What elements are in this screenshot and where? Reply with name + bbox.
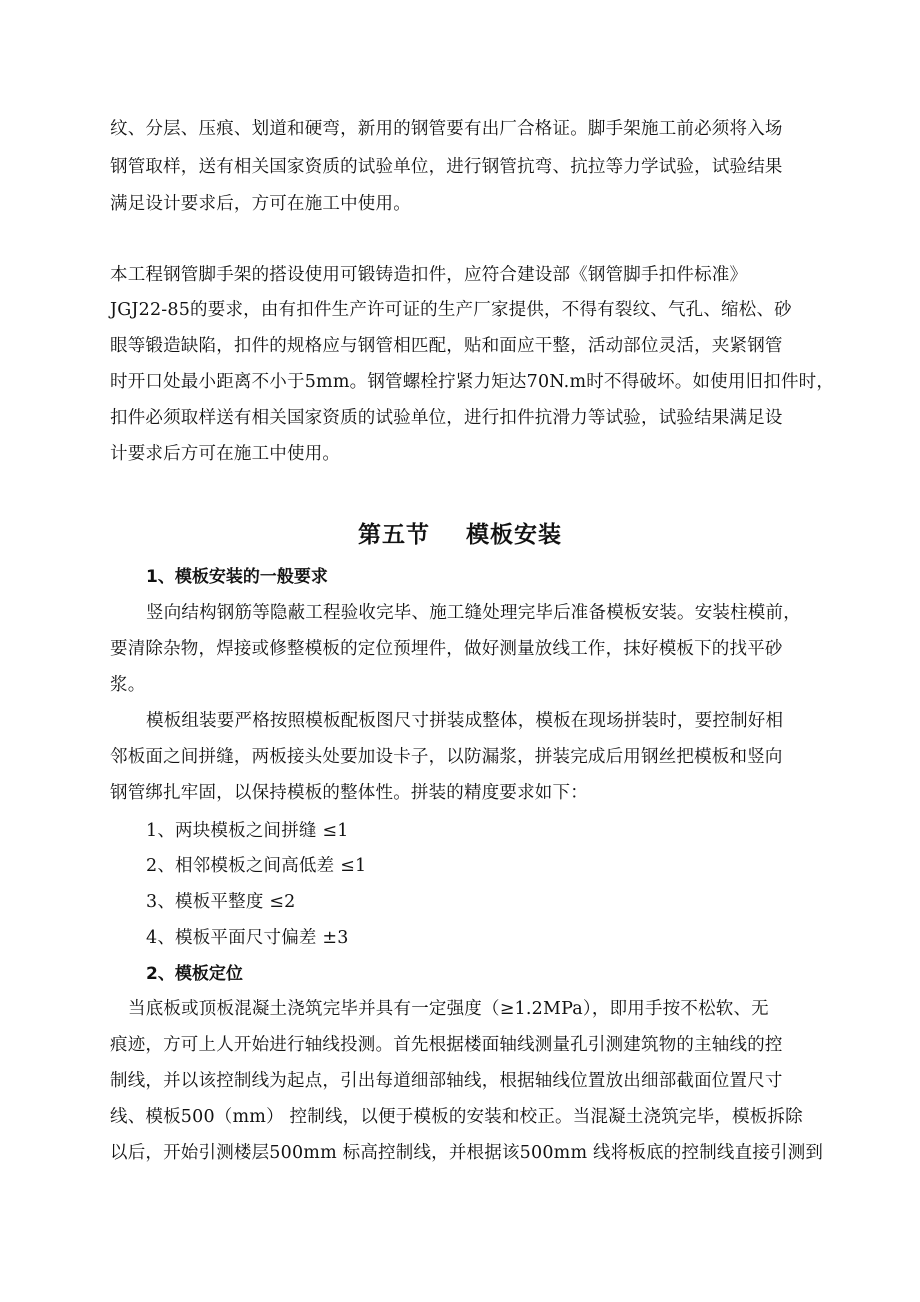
para1-line-1: 纹、分层、压痕、划道和硬弯，新用的钢管要有出厂合格证。脚手架施工前必须将入场 <box>110 119 783 139</box>
para5-line-1: 当底板或顶板混凝土浇筑完毕并具有一定强度（≥1.2MPa），即用手按不松软、无 <box>128 999 769 1019</box>
subsection-title-1: 1、模板安装的一般要求 <box>146 567 328 587</box>
para4-line-2: 邻板面之间拼缝，两板接头处要加设卡子，以防漏浆，拼装完成后用钢丝把模板和竖向 <box>110 747 783 767</box>
para3-line-3: 浆。 <box>110 675 146 695</box>
para5-line-5: 以后，开始引测楼层500mm 标高控制线，并根据该500mm 线将板底的控制线直接引测到 <box>110 1143 824 1163</box>
list-item-3: 3、模板平整度 ≤2 <box>146 892 296 912</box>
list-item-2: 2、相邻模板之间高低差 ≤1 <box>146 856 367 876</box>
list-item-4: 4、模板平面尺寸偏差 ±3 <box>146 928 349 948</box>
para5-line-2: 痕迹，方可上人开始进行轴线投测。首先根据楼面轴线测量孔引测建筑物的主轴线的控 <box>110 1035 783 1055</box>
para2-line-2: JGJ22-85的要求，由有扣件生产许可证的生产厂家提供，不得有裂纹、气孔、缩松、砂 <box>110 300 792 320</box>
para3-line-2: 要清除杂物，焊接或修整模板的定位预埋件，做好测量放线工作，抹好模板下的找平砂 <box>110 639 783 659</box>
para2-line-5: 扣件必须取样送有相关国家资质的试验单位，进行扣件抗滑力等试验，试验结果满足设 <box>110 408 783 428</box>
para1-line-3: 满足设计要求后，方可在施工中使用。 <box>110 194 411 214</box>
para2-line-6: 计要求后方可在施工中使用。 <box>110 444 341 464</box>
section-title: 第五节 模板安装 <box>357 522 563 548</box>
para1-line-2: 钢管取样，送有相关国家资质的试验单位，进行钢管抗弯、抗拉等力学试验，试验结果 <box>110 157 783 177</box>
para3-line-1: 竖向结构钢筋等隐蔽工程验收完毕、施工缝处理完毕后准备模板安装。安装柱模前， <box>146 603 801 623</box>
para2-line-4: 时开口处最小距离不小于5mm。钢管螺栓拧紧力矩达70N.m时不得破坏。如使用旧扣件时， <box>110 372 835 392</box>
para2-line-3: 眼等锻造缺陷，扣件的规格应与钢管相匹配，贴和面应干整，活动部位灵活，夹紧钢管 <box>110 336 783 356</box>
para4-line-1: 模板组装要严格按照模板配板图尺寸拼装成整体，模板在现场拼装时，要控制好相 <box>146 711 784 731</box>
list-item-1: 1、两块模板之间拼缝 ≤1 <box>146 821 349 841</box>
para4-line-3: 钢管绑扎牢固，以保持模板的整体性。拼装的精度要求如下： <box>110 783 588 803</box>
subsection-title-2: 2、模板定位 <box>146 964 243 984</box>
para2-line-1: 本工程钢管脚手架的搭设使用可锻铸造扣件，应符合建设部《钢管脚手扣件标准》 <box>110 265 748 285</box>
para5-line-3: 制线，并以该控制线为起点，引出每道细部轴线，根据轴线位置放出细部截面位置尺寸 <box>110 1071 783 1091</box>
para5-line-4: 线、模板500（mm） 控制线，以便于模板的安装和校正。当混凝土浇筑完毕，模板拆除 <box>110 1107 803 1127</box>
